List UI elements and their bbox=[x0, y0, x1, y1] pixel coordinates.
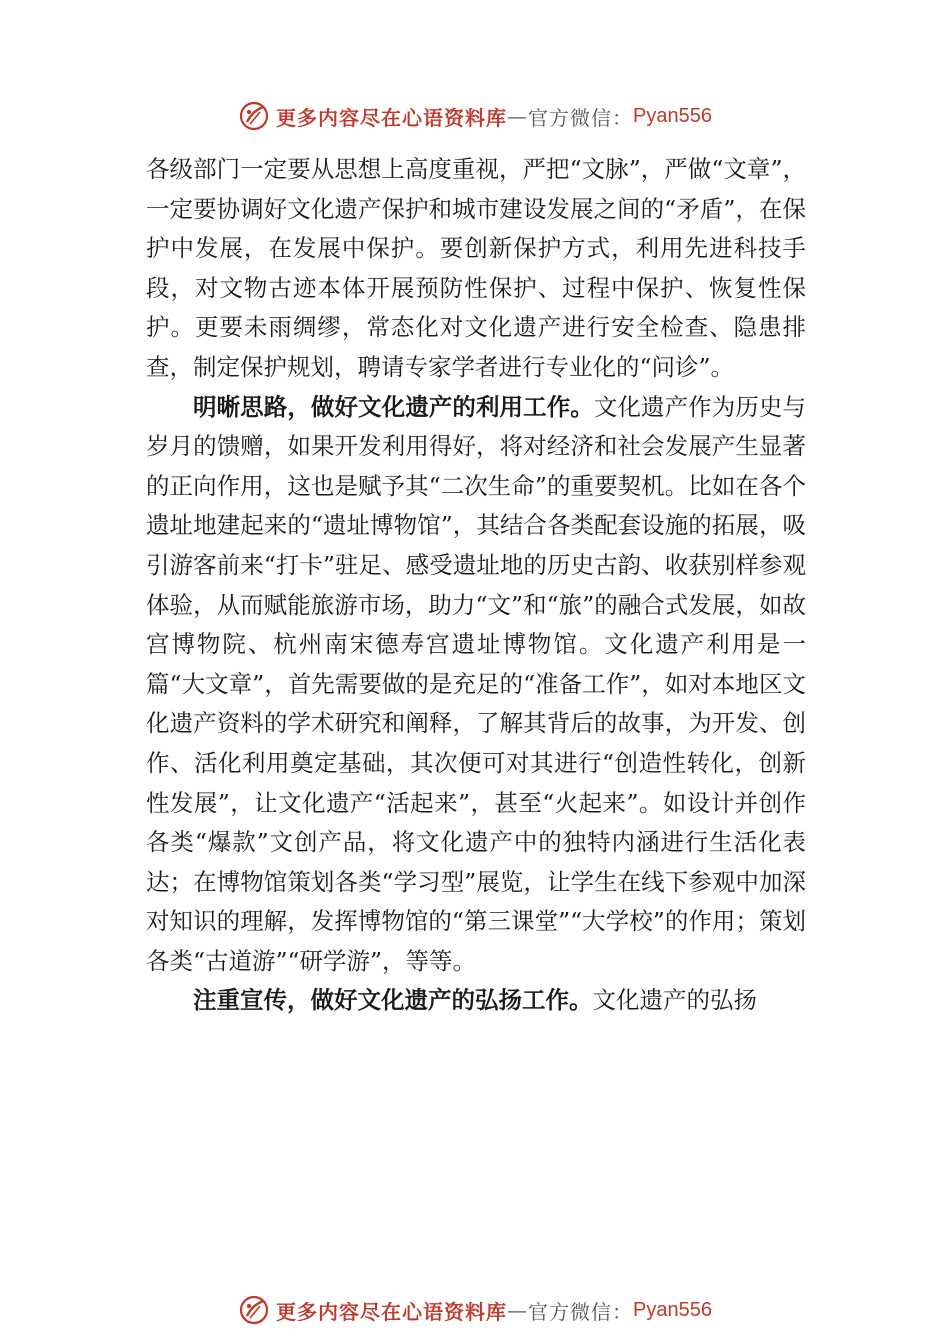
watermark-label: 官方微信： bbox=[528, 1299, 634, 1324]
watermark-label: 官方微信： bbox=[528, 105, 634, 130]
watermark-wechat-id: Pyan556 bbox=[633, 1298, 712, 1321]
paragraph-2 bbox=[146, 388, 806, 982]
watermark-brand: 更多内容尽在心语资料库 bbox=[276, 105, 508, 130]
paragraph-3 bbox=[146, 981, 806, 1021]
footer-watermark bbox=[0, 1290, 950, 1330]
watermark-separator: — bbox=[507, 104, 529, 128]
watermark-brand: 更多内容尽在心语资料库 bbox=[276, 1299, 508, 1324]
brand-logo-icon bbox=[238, 1294, 270, 1326]
paragraph-1 bbox=[146, 150, 806, 388]
paragraph-3-lead: 注重宣传，做好文化遗产的弘扬工作。 bbox=[193, 986, 593, 1015]
watermark-wechat-id: Pyan556 bbox=[633, 104, 712, 127]
watermark-separator: — bbox=[507, 1298, 529, 1322]
brand-logo-icon bbox=[238, 100, 270, 132]
paragraph-2-text: 文化遗产作为历史与岁月的馈赠，如果开发利用得好，将对经济和社会发展产生显著的正向作用，这也是赋予其“二次生命”的重要契机。比如在各个遗址地建起来的“遗址博物馆”，其结合各类配套设施的拓展，吸引游客前来“打卡”驻足、感受遗址地的历史古韵、收获别样参观体验，从而赋能旅游市场，助力“文”和“旅”的融合式发展，如故宫博物院、杭州南宋德寿宫遗址博物馆。文化遗产利用是一篇“大文章”，首先需要做的是充足的“准备工作”，如对本地区文化遗产资料的学术研究和阐释，了解其背后的故事，为开发、创作、活化利用奠定基础，其次便可对其进行“创造性转化，创新性发展”，让文化遗产“活起来”，甚至“火起来”。如设计并创作各类“爆款”文创产品，将文化遗产中的独特内涵进行生活化表达；在博物馆策划各类“学习型”展览，让学生在线下参观中加深对知识的理解，发挥博物馆的“第三课堂”“大学校”的作用；策划各类“古道游”“研学游”，等等。 bbox=[146, 392, 806, 975]
paragraph-1-text: 各级部门一定要从思想上高度重视，严把“文脉”，严做“文章”，一定要协调好文化遗产保护和城市建设发展之间的“矛盾”，在保护中发展，在发展中保护。要创新保护方式，利用先进科技手段，对文物古迹本体开展预防性保护、过程中保护、恢复性保护。更要未雨绸缪，常态化对文化遗产进行安全检查、隐患排查，制定保护规划，聘请专家学者进行专业化的“问诊”。 bbox=[146, 155, 806, 381]
document-body bbox=[146, 150, 806, 1021]
paragraph-3-text: 文化遗产的弘扬 bbox=[592, 986, 757, 1015]
paragraph-2-lead: 明晰思路，做好文化遗产的利用工作。 bbox=[193, 392, 594, 421]
header-watermark bbox=[0, 96, 950, 136]
